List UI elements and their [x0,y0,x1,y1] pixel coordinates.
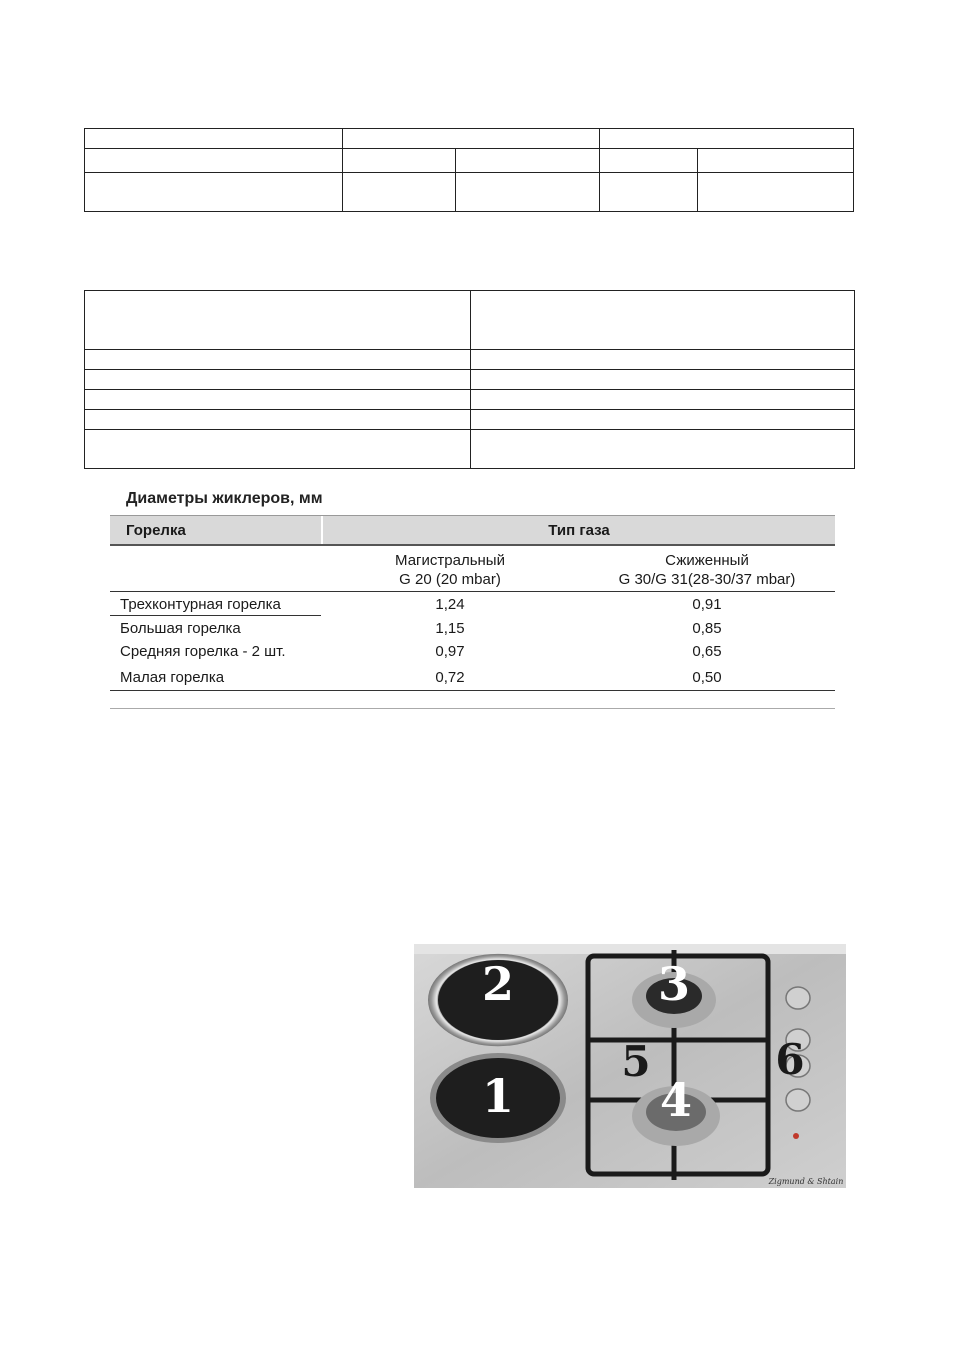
table-cell [343,149,456,173]
row-lpg-value: 0,50 [692,669,722,686]
table-row [110,666,835,690]
table-cell [600,173,698,212]
table-cell [471,291,855,350]
divider [110,615,321,616]
empty-table-top [84,128,854,212]
table-cell [85,173,343,212]
label-1: 2 [481,957,515,1011]
hob-illustration [414,940,846,1190]
row-lpg-value: 0,85 [692,620,722,637]
table-cell [85,149,343,173]
column-natural-gas-name: Магистральный [395,552,505,569]
table-cell [343,173,456,212]
column-lpg-name: Сжиженный [665,552,749,569]
row-burner-name: Малая горелка [120,669,225,686]
table-cell [471,390,855,410]
row-natural-value: 1,15 [435,620,465,637]
header-burner: Горелка [126,522,186,539]
table-row [110,640,835,664]
column-lpg-spec: G 30/G 31(28-30/37 mbar) [618,571,796,588]
table-row [110,593,835,617]
table-cell [85,291,471,350]
row-natural-value: 0,72 [435,669,465,686]
table-cell [456,173,600,212]
jet-diameter-table [110,515,835,710]
column-natural-gas [350,551,550,589]
table-cell [471,430,855,469]
table-cell [85,430,471,469]
divider [110,708,835,709]
table-cell [85,410,471,430]
table-cell [456,149,600,173]
table-cell [85,390,471,410]
row-lpg-value: 0,91 [692,596,722,613]
row-lpg-value: 0,65 [692,643,722,660]
row-burner-name: Трехконтурная горелка [120,596,281,613]
row-burner-name: Большая горелка [120,620,241,637]
label-3: 3 [657,957,691,1011]
header-gas-type: Тип газа [548,522,610,539]
table-cell [85,129,343,149]
table-row [110,617,835,641]
table-cell [85,370,471,390]
row-natural-value: 1,24 [435,596,465,613]
table-cell [600,129,854,149]
jet-table-title: Диаметры жиклеров, мм [126,490,323,507]
row-natural-value: 0,97 [435,643,465,660]
label-4: 4 [659,1073,693,1127]
jet-table-header [110,515,835,546]
table-cell [600,149,698,173]
label-5: 5 [621,1037,651,1086]
row-burner-name: Средняя горелка - 2 шт. [120,643,286,660]
column-lpg [607,551,807,589]
empty-table-middle [84,290,855,469]
table-cell [471,410,855,430]
table-cell [471,370,855,390]
brand-logo: Zigmund & Shtain [768,1177,844,1186]
steel-edge [414,944,846,954]
column-natural-gas-spec: G 20 (20 mbar) [399,571,501,588]
divider [110,591,835,592]
label-2: 1 [481,1069,515,1123]
label-6: 6 [775,1035,805,1084]
table-cell [85,350,471,370]
table-cell [471,350,855,370]
table-cell [698,173,854,212]
table-cell [698,149,854,173]
divider [110,690,835,691]
table-cell [343,129,600,149]
